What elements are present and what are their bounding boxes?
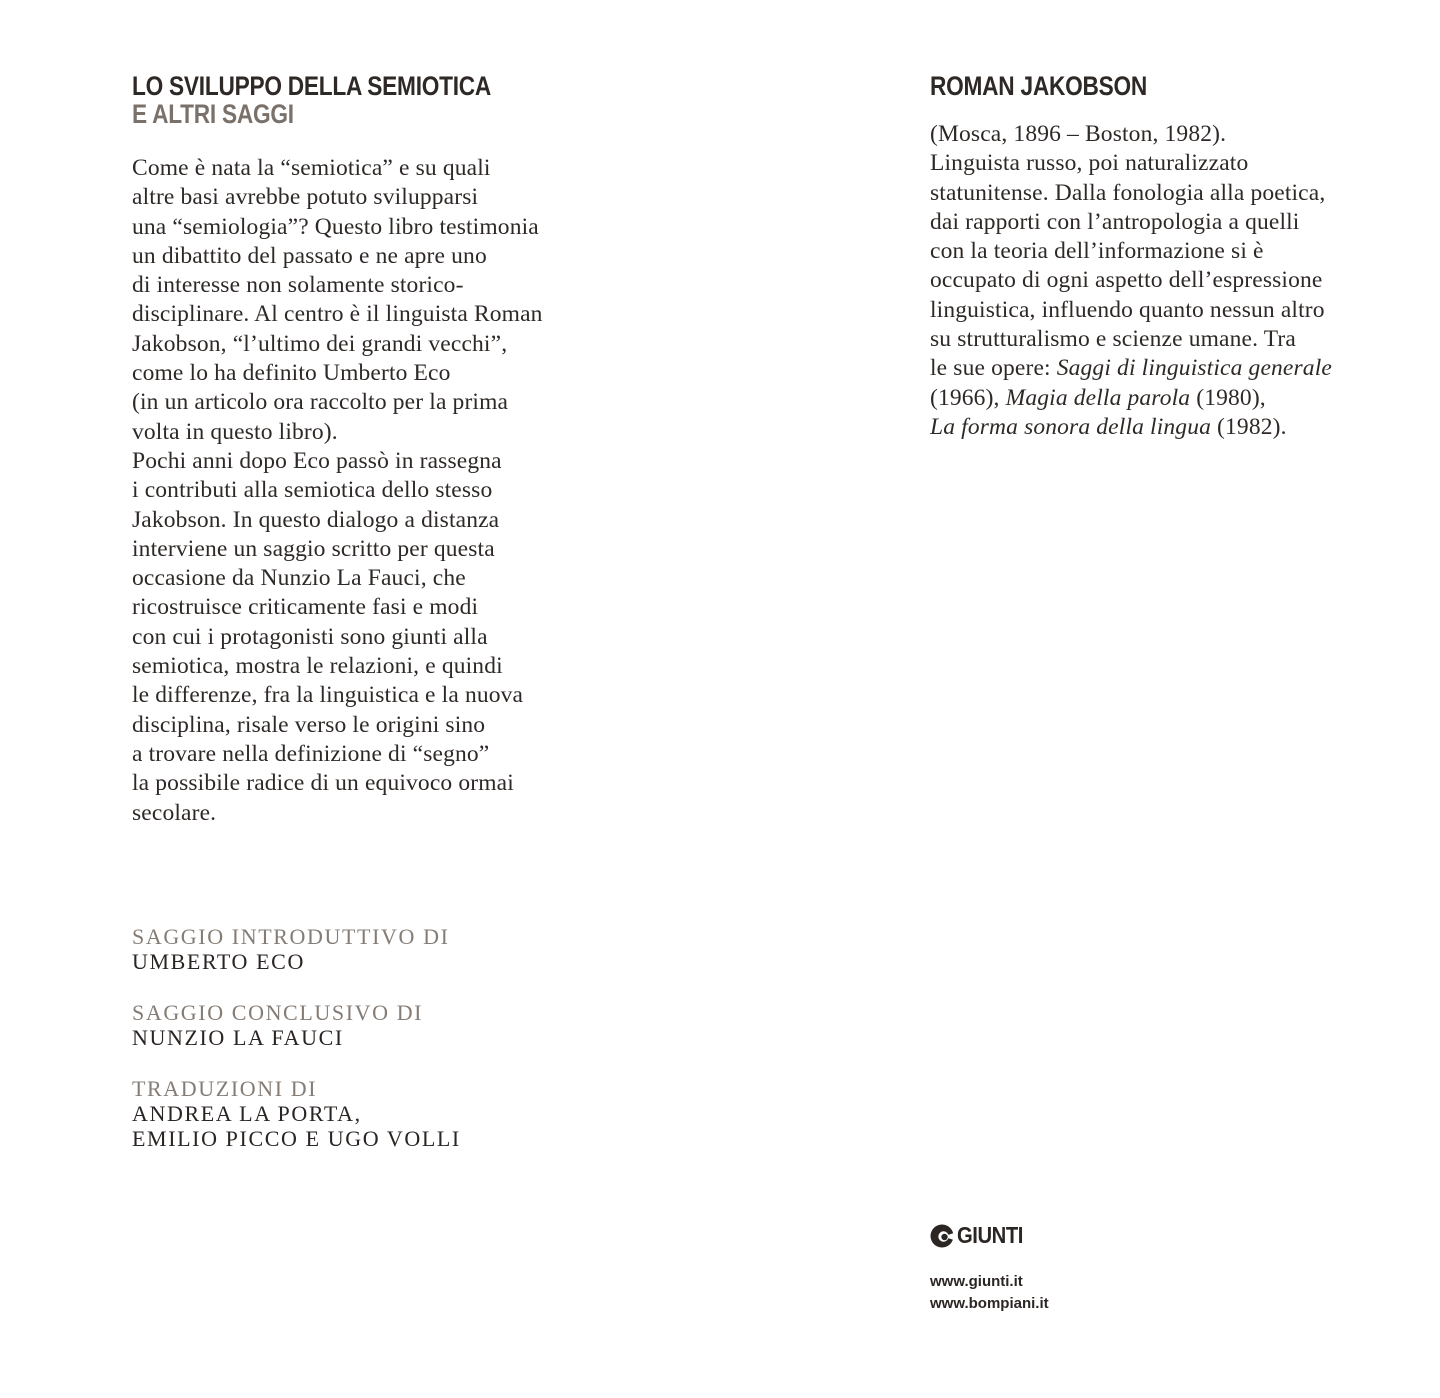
url-giunti-link[interactable]: www.giunti.it xyxy=(930,1273,1023,1290)
publisher-logo xyxy=(930,1222,1049,1249)
author-name: ROMAN JAKOBSON xyxy=(930,71,1147,101)
author-bio xyxy=(930,120,1390,442)
publisher-block xyxy=(930,1222,1049,1315)
blurb-line: disciplinare. Al centro è il linguista Roman xyxy=(132,301,543,328)
bio-line: linguistica, influendo quanto nessun altro xyxy=(930,296,1325,323)
blurb-line: volta in questo libro). xyxy=(132,418,338,445)
credit-block xyxy=(132,1076,461,1151)
blurb-line: a trovare nella definizione di “segno” xyxy=(132,740,490,767)
blurb-line: un dibattito del passato e ne apre uno xyxy=(132,242,487,269)
blurb-line: ricostruisce criticamente fasi e modi xyxy=(132,594,479,621)
work-title: La forma sonora della lingua xyxy=(930,413,1212,440)
back-cover-left-column xyxy=(132,72,602,828)
blurb-line: la possibile radice di un equivoco ormai xyxy=(132,770,514,797)
blurb-line: disciplina, risale verso le origini sino xyxy=(132,711,486,738)
bio-line: Linguista russo, poi naturalizzato xyxy=(930,150,1249,177)
credit-block xyxy=(132,924,461,974)
blurb-line: Jakobson. In questo dialogo a distanza xyxy=(132,506,500,533)
blurb-line: con cui i protagonisti sono giunti alla xyxy=(132,623,488,650)
credit-name: EMILIO PICCO E UGO VOLLI xyxy=(132,1126,461,1151)
credit-label: TRADUZIONI DI xyxy=(132,1076,318,1101)
credits xyxy=(132,924,461,1177)
blurb-line: (in un articolo ora raccolto per la prima xyxy=(132,389,509,416)
credit-block xyxy=(132,1000,461,1050)
bio-line: dai rapporti con l’antropologia a quelli xyxy=(930,208,1300,235)
bio-line xyxy=(930,413,1390,442)
bio-line xyxy=(930,354,1390,383)
blurb-line: occasione da Nunzio La Fauci, che xyxy=(132,565,466,592)
bio-line: su strutturalismo e scienze umane. Tra xyxy=(930,326,1296,353)
credit-name: NUNZIO LA FAUCI xyxy=(132,1025,344,1050)
blurb-line: una “semiologia”? Questo libro testimonia xyxy=(132,213,539,240)
book-subtitle: E ALTRI SAGGI xyxy=(132,99,294,129)
book-blurb xyxy=(132,154,602,828)
credit-name: UMBERTO ECO xyxy=(132,949,305,974)
work-title: Magia della parola xyxy=(1005,384,1191,411)
bio-text: le sue opere: xyxy=(930,355,1057,382)
credit-label: SAGGIO CONCLUSIVO DI xyxy=(132,1000,424,1025)
bio-text: (1966), xyxy=(930,384,1006,411)
book-title: LO SVILUPPO DELLA SEMIOTICA xyxy=(132,71,492,101)
bio-line xyxy=(930,384,1390,413)
bio-line: statunitense. Dalla fonologia alla poetica, xyxy=(930,179,1326,206)
blurb-line: semiotica, mostra le relazioni, e quindi xyxy=(132,653,503,680)
author-column xyxy=(930,72,1390,442)
publisher-name: GIUNTI xyxy=(957,1222,1023,1248)
blurb-line: le differenze, fra la linguistica e la nuova xyxy=(132,682,524,709)
blurb-line: Jakobson, “l’ultimo dei grandi vecchi”, xyxy=(132,330,508,357)
credit-name: ANDREA LA PORTA, xyxy=(132,1101,362,1126)
bio-line: occupato di ogni aspetto dell’espressione xyxy=(930,267,1323,294)
publisher-urls xyxy=(930,1271,1049,1315)
giunti-g-logo-icon xyxy=(930,1224,954,1248)
url-bompiani-link[interactable]: www.bompiani.it xyxy=(930,1295,1049,1312)
bio-text: (1982). xyxy=(1211,413,1287,440)
blurb-line: secolare. xyxy=(132,799,217,826)
blurb-line: come lo ha definito Umberto Eco xyxy=(132,360,451,387)
credit-label: SAGGIO INTRODUTTIVO DI xyxy=(132,924,450,949)
bio-text: (1980), xyxy=(1190,384,1266,411)
blurb-line: di interesse non solamente storico- xyxy=(132,272,464,299)
blurb-line: Pochi anni dopo Eco passò in rassegna xyxy=(132,447,502,474)
blurb-line: Come è nata la “semiotica” e su quali xyxy=(132,155,491,181)
blurb-line: i contributi alla semiotica dello stesso xyxy=(132,477,493,504)
blurb-line: altre basi avrebbe potuto svilupparsi xyxy=(132,184,479,211)
work-title: Saggi di linguistica generale xyxy=(1056,355,1332,382)
bio-line: con la teoria dell’informazione si è xyxy=(930,238,1264,265)
blurb-line: interviene un saggio scritto per questa xyxy=(132,535,495,562)
bio-line: (Mosca, 1896 – Boston, 1982). xyxy=(930,121,1227,147)
